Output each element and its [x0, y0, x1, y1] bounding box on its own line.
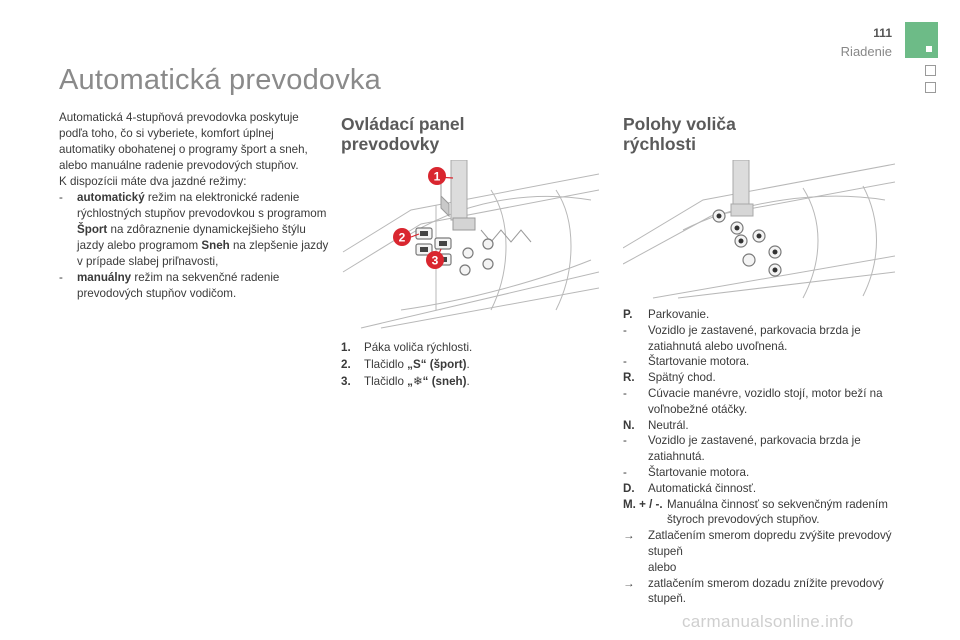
arrow-icon: →	[623, 576, 635, 590]
position-text: Spätný chod.	[648, 371, 716, 385]
legend-end: .	[466, 358, 470, 371]
callout-label: 1	[433, 169, 441, 184]
legend-number: 2.	[341, 358, 351, 371]
callout-3	[426, 251, 444, 269]
position-text: zatlačením smerom dozadu znížite prevodový stupeň.	[648, 576, 884, 606]
list-marker: -	[623, 434, 627, 448]
legend-text: Tlačidlo	[364, 375, 408, 388]
panel-heading-line: Ovládací panel	[341, 114, 465, 134]
legend-text: Tlačidlo	[364, 358, 408, 371]
arrow-icon: →	[623, 529, 635, 543]
page-title: Automatická prevodovka	[59, 64, 381, 96]
position-code: N.	[623, 418, 635, 432]
position-row	[623, 560, 898, 576]
list-marker: -	[623, 355, 627, 369]
legend-end: .	[466, 375, 470, 388]
chapter-tab-active	[905, 22, 938, 58]
position-row	[623, 433, 898, 465]
chapter-tab-box	[925, 82, 936, 93]
position-row	[623, 576, 898, 608]
intro-text	[59, 110, 329, 302]
position-row	[623, 497, 898, 529]
position-text: Vozidlo je zastavené, parkovacia brzda je zatiahnutá.	[648, 434, 861, 464]
position-code: R.	[623, 371, 635, 385]
position-row	[623, 307, 898, 323]
list-item	[59, 190, 329, 270]
mode-text: na zlepšenie jazdy v prípade slabej priľnavosti,	[77, 239, 329, 268]
mode-name: manuálny	[77, 271, 132, 284]
position-text: Štartovanie motora.	[648, 465, 750, 479]
positions-heading-line: Polohy voliča	[623, 114, 736, 134]
legend-button-name: „❄“ (sneh)	[407, 375, 467, 388]
mode-text: na zdôraznenie dynamickejšieho štýlu jazdy alebo programom	[77, 223, 306, 252]
section-name: Riadenie	[840, 44, 892, 59]
position-code: M. + / -.	[623, 497, 663, 511]
legend-text: Páka voliča rýchlosti.	[364, 341, 473, 354]
list-marker: -	[623, 465, 627, 479]
position-row	[623, 386, 898, 418]
tab-marker-icon	[926, 46, 932, 52]
list-marker: -	[59, 191, 63, 204]
legend-button-name: „S“ (šport)	[407, 358, 467, 371]
intro-paragraph: Automatická 4-stupňová prevodovka poskytuje podľa toho, čo si vyberiete, komfort úplnej automatiky obohatenej o programy šport a sneh, alebo manuálne radenie prevodových stupňov.	[59, 111, 308, 172]
callout-2	[393, 228, 411, 246]
program-name: Sneh	[201, 239, 230, 252]
legend-item	[341, 339, 591, 356]
legend-item	[341, 373, 591, 390]
mode-name: automatický	[77, 191, 145, 204]
list-marker: -	[623, 386, 627, 400]
position-text: Automatická činnosť.	[648, 481, 757, 495]
position-row	[623, 465, 898, 481]
position-text: Zatlačením smerom dopredu zvýšite prevodový stupeň	[648, 529, 892, 558]
callout-label: 3	[431, 253, 439, 268]
mode-text: režim na elektronické radenie rýchlostných stupňov prevodovkou s programom	[77, 191, 327, 220]
position-row	[623, 481, 898, 497]
list-item	[59, 270, 329, 302]
intro-modes: K dispozícii máte dva jazdné režimy:	[59, 175, 247, 188]
position-code: P.	[623, 308, 633, 321]
list-marker: -	[59, 271, 63, 284]
position-code: D.	[623, 481, 635, 495]
list-marker: -	[623, 323, 627, 337]
watermark: carmanualsonline.info	[682, 612, 854, 631]
position-text: Neutrál.	[648, 418, 689, 432]
panel-heading	[341, 114, 465, 154]
position-text: Parkovanie.	[648, 308, 710, 321]
position-text: alebo	[648, 560, 677, 574]
legend-number: 3.	[341, 375, 351, 388]
position-text: Štartovanie motora.	[648, 355, 750, 369]
position-row	[623, 528, 898, 560]
positions-list	[623, 307, 898, 607]
position-row	[623, 323, 898, 355]
legend-item	[341, 356, 591, 373]
panel-heading-line: prevodovky	[341, 134, 440, 154]
legend-number: 1.	[341, 341, 351, 354]
mode-text: režim na sekvenčné radenie prevodových stupňov vodičom.	[77, 271, 280, 300]
positions-heading-line: rýchlosti	[623, 134, 696, 154]
callout-label: 2	[398, 230, 406, 245]
position-text: Cúvacie manévre, vozidlo stojí, motor beží na voľnobežné otáčky.	[648, 386, 883, 416]
page-number: 111	[873, 26, 892, 40]
position-row	[623, 418, 898, 434]
callout-1	[428, 167, 446, 185]
positions-heading	[623, 114, 736, 154]
position-row	[623, 354, 898, 370]
position-text: Manuálna činnosť so sekvenčným radením štyroch prevodových stupňov.	[667, 497, 888, 527]
position-row	[623, 370, 898, 386]
gear-selector-illustration	[341, 160, 599, 330]
selector-positions-illustration	[623, 160, 895, 300]
chapter-tab-box	[925, 65, 936, 76]
program-name: Šport	[77, 223, 108, 236]
position-text: Vozidlo je zastavené, parkovacia brzda je zatiahnutá alebo uvoľnená.	[648, 323, 861, 353]
panel-legend	[341, 339, 591, 390]
